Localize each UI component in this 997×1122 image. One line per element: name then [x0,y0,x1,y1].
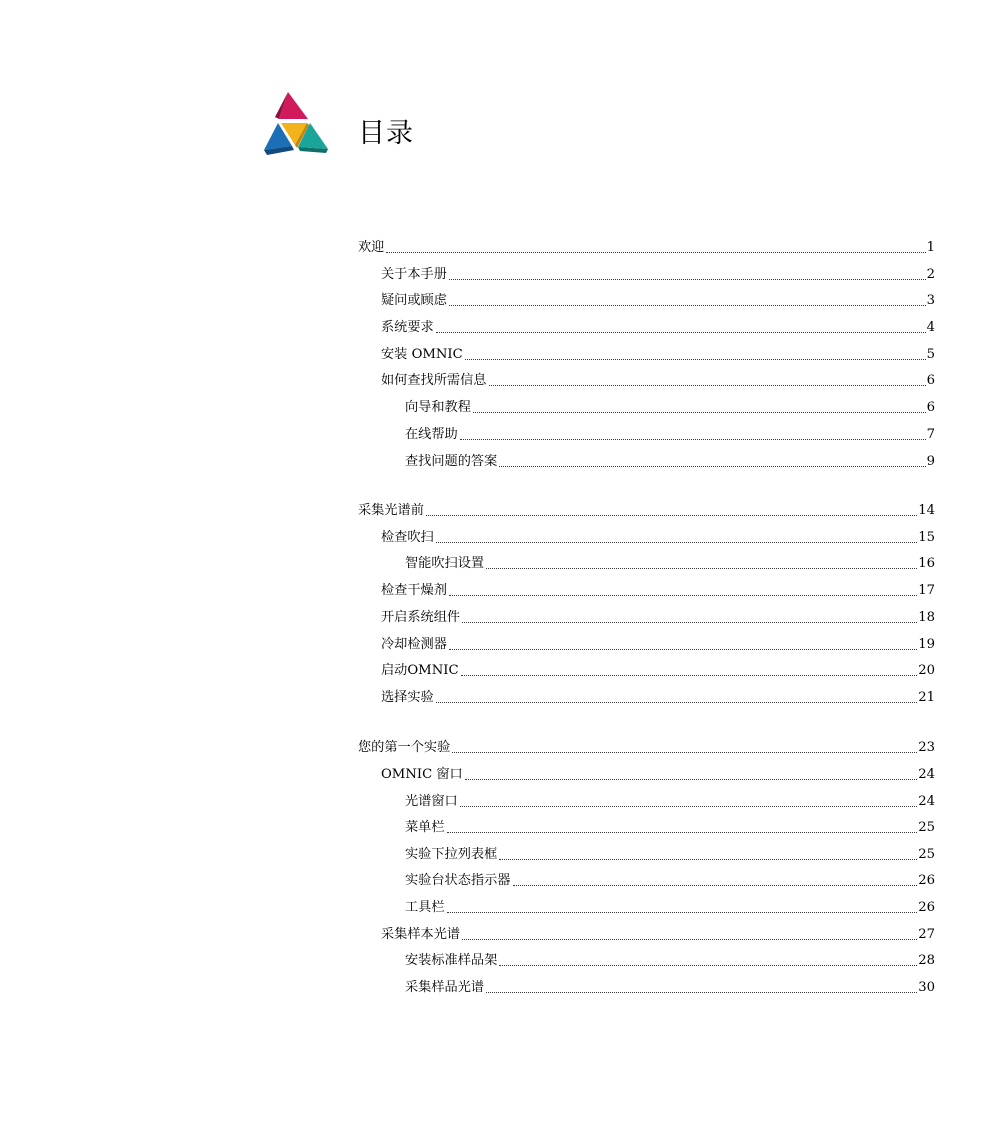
toc-entry-label: 智能吹扫设置 [405,556,485,571]
toc-entry[interactable] [405,896,935,916]
toc-entry-page-number: 1 [926,240,935,255]
dot-leader [499,964,917,966]
dot-leader [465,358,926,360]
toc-entry-label: 疑问或顾虑 [381,293,447,308]
dot-leader [447,911,918,913]
toc-entry-page-number: 7 [926,427,935,442]
toc-entry[interactable] [381,316,935,336]
toc-entry-label: 启动OMNIC [381,663,459,678]
dot-leader [449,594,917,596]
toc-entry-label: 安装 OMNIC [381,347,463,362]
toc-entry-label: 系统要求 [381,320,434,335]
toc-entry[interactable] [405,396,935,416]
toc-entry-label: OMNIC 窗口 [381,767,463,782]
dot-leader [486,567,917,569]
toc-entry-page-number: 6 [926,373,935,388]
dot-leader [386,251,925,253]
toc-entry-label: 冷却检测器 [381,637,447,652]
dot-leader [499,858,917,860]
toc-entry-page-number: 6 [926,400,935,415]
toc-entry[interactable] [405,976,935,996]
toc-entry-page-number: 15 [918,530,935,545]
toc-entry[interactable] [405,843,935,863]
dot-leader [462,938,917,940]
toc-entry-page-number: 19 [918,637,935,652]
dot-leader [486,991,917,993]
toc-entry-page-number: 3 [926,293,935,308]
toc-entry[interactable] [381,369,935,389]
toc-entry-label: 欢迎 [358,240,385,255]
toc-entry[interactable] [381,263,935,283]
toc-entry[interactable] [405,450,935,470]
toc-entry[interactable] [381,633,935,653]
toc-entry[interactable] [381,606,935,626]
toc-entry[interactable] [405,790,935,810]
toc-entry-label: 光谱窗口 [405,794,458,809]
dot-leader [436,331,926,333]
toc-entry-label: 选择实验 [381,690,434,705]
toc-entry-label: 实验台状态指示器 [405,873,511,888]
toc-entry-label: 查找问题的答案 [405,454,498,469]
toc-entry-page-number: 26 [918,900,935,915]
toc-entry-page-number: 17 [918,583,935,598]
toc-entry-page-number: 9 [926,454,935,469]
dot-leader [461,674,918,676]
toc-entry-page-number: 25 [918,820,935,835]
toc-entry[interactable] [405,869,935,889]
toc-entry[interactable] [381,579,935,599]
toc-entry[interactable] [381,659,935,679]
toc-entry-page-number: 25 [918,847,935,862]
toc-entry-label: 开启系统组件 [381,610,461,625]
toc-entry-page-number: 24 [918,794,935,809]
page-title: 目录 [358,118,414,149]
toc-entry[interactable] [381,763,935,783]
toc-entry-page-number: 27 [918,927,935,942]
toc-entry-label: 工具栏 [405,900,445,915]
dot-leader [436,701,917,703]
dot-leader [426,514,917,516]
toc-entry[interactable] [381,923,935,943]
toc-entry-page-number: 28 [918,953,935,968]
dot-leader [449,304,926,306]
toc-entry-page-number: 14 [918,503,935,518]
toc-entry-label: 在线帮助 [405,427,458,442]
toc-entry-page-number: 30 [918,980,935,995]
toc-entry-label: 安装标准样品架 [405,953,498,968]
toc-entry-page-number: 5 [926,347,935,362]
toc-entry-page-number: 4 [926,320,935,335]
toc-entry-page-number: 2 [926,267,935,282]
toc-entry-page-number: 26 [918,873,935,888]
dot-leader [436,541,917,543]
toc-entry-label: 检查干燥剂 [381,583,447,598]
dot-leader [489,384,926,386]
toc-entry-label: 向导和教程 [405,400,471,415]
toc-entry[interactable] [381,526,935,546]
toc-entry-label: 采集光谱前 [358,503,424,518]
toc-entry-label: 采集样品光谱 [405,980,485,995]
toc-entry-label: 如何查找所需信息 [381,373,487,388]
toc-entry-label: 关于本手册 [381,267,447,282]
dot-leader [465,778,917,780]
toc-entry[interactable] [405,816,935,836]
toc-entry[interactable] [358,499,935,519]
dot-leader [473,411,926,413]
toc-entry-page-number: 16 [918,556,935,571]
dot-leader [449,278,926,280]
toc-entry-page-number: 23 [918,740,935,755]
toc-entry-label: 您的第一个实验 [358,740,451,755]
dot-leader [462,621,917,623]
toc-entry[interactable] [381,343,935,363]
dot-leader [449,648,917,650]
toc-entry-page-number: 18 [918,610,935,625]
toc-entry-page-number: 20 [918,663,935,678]
dot-leader [460,805,917,807]
toc-entry-label: 采集样本光谱 [381,927,461,942]
toc-entry[interactable] [358,736,935,756]
toc-entry[interactable] [358,236,935,256]
toc-entry-page-number: 24 [918,767,935,782]
dot-leader [513,884,918,886]
toc-entry-label: 检查吹扫 [381,530,434,545]
toc-entry[interactable] [381,289,935,309]
toc-entry[interactable] [405,552,935,572]
dot-leader [499,465,925,467]
toc-entry-label: 实验下拉列表框 [405,847,498,862]
toc-entry[interactable] [381,686,935,706]
dot-leader [447,831,918,833]
dot-leader [460,438,926,440]
toc-entry-page-number: 21 [918,690,935,705]
toc-entry-label: 菜单栏 [405,820,445,835]
toc-entry[interactable] [405,423,935,443]
toc-entry[interactable] [405,949,935,969]
dot-leader [452,751,917,753]
